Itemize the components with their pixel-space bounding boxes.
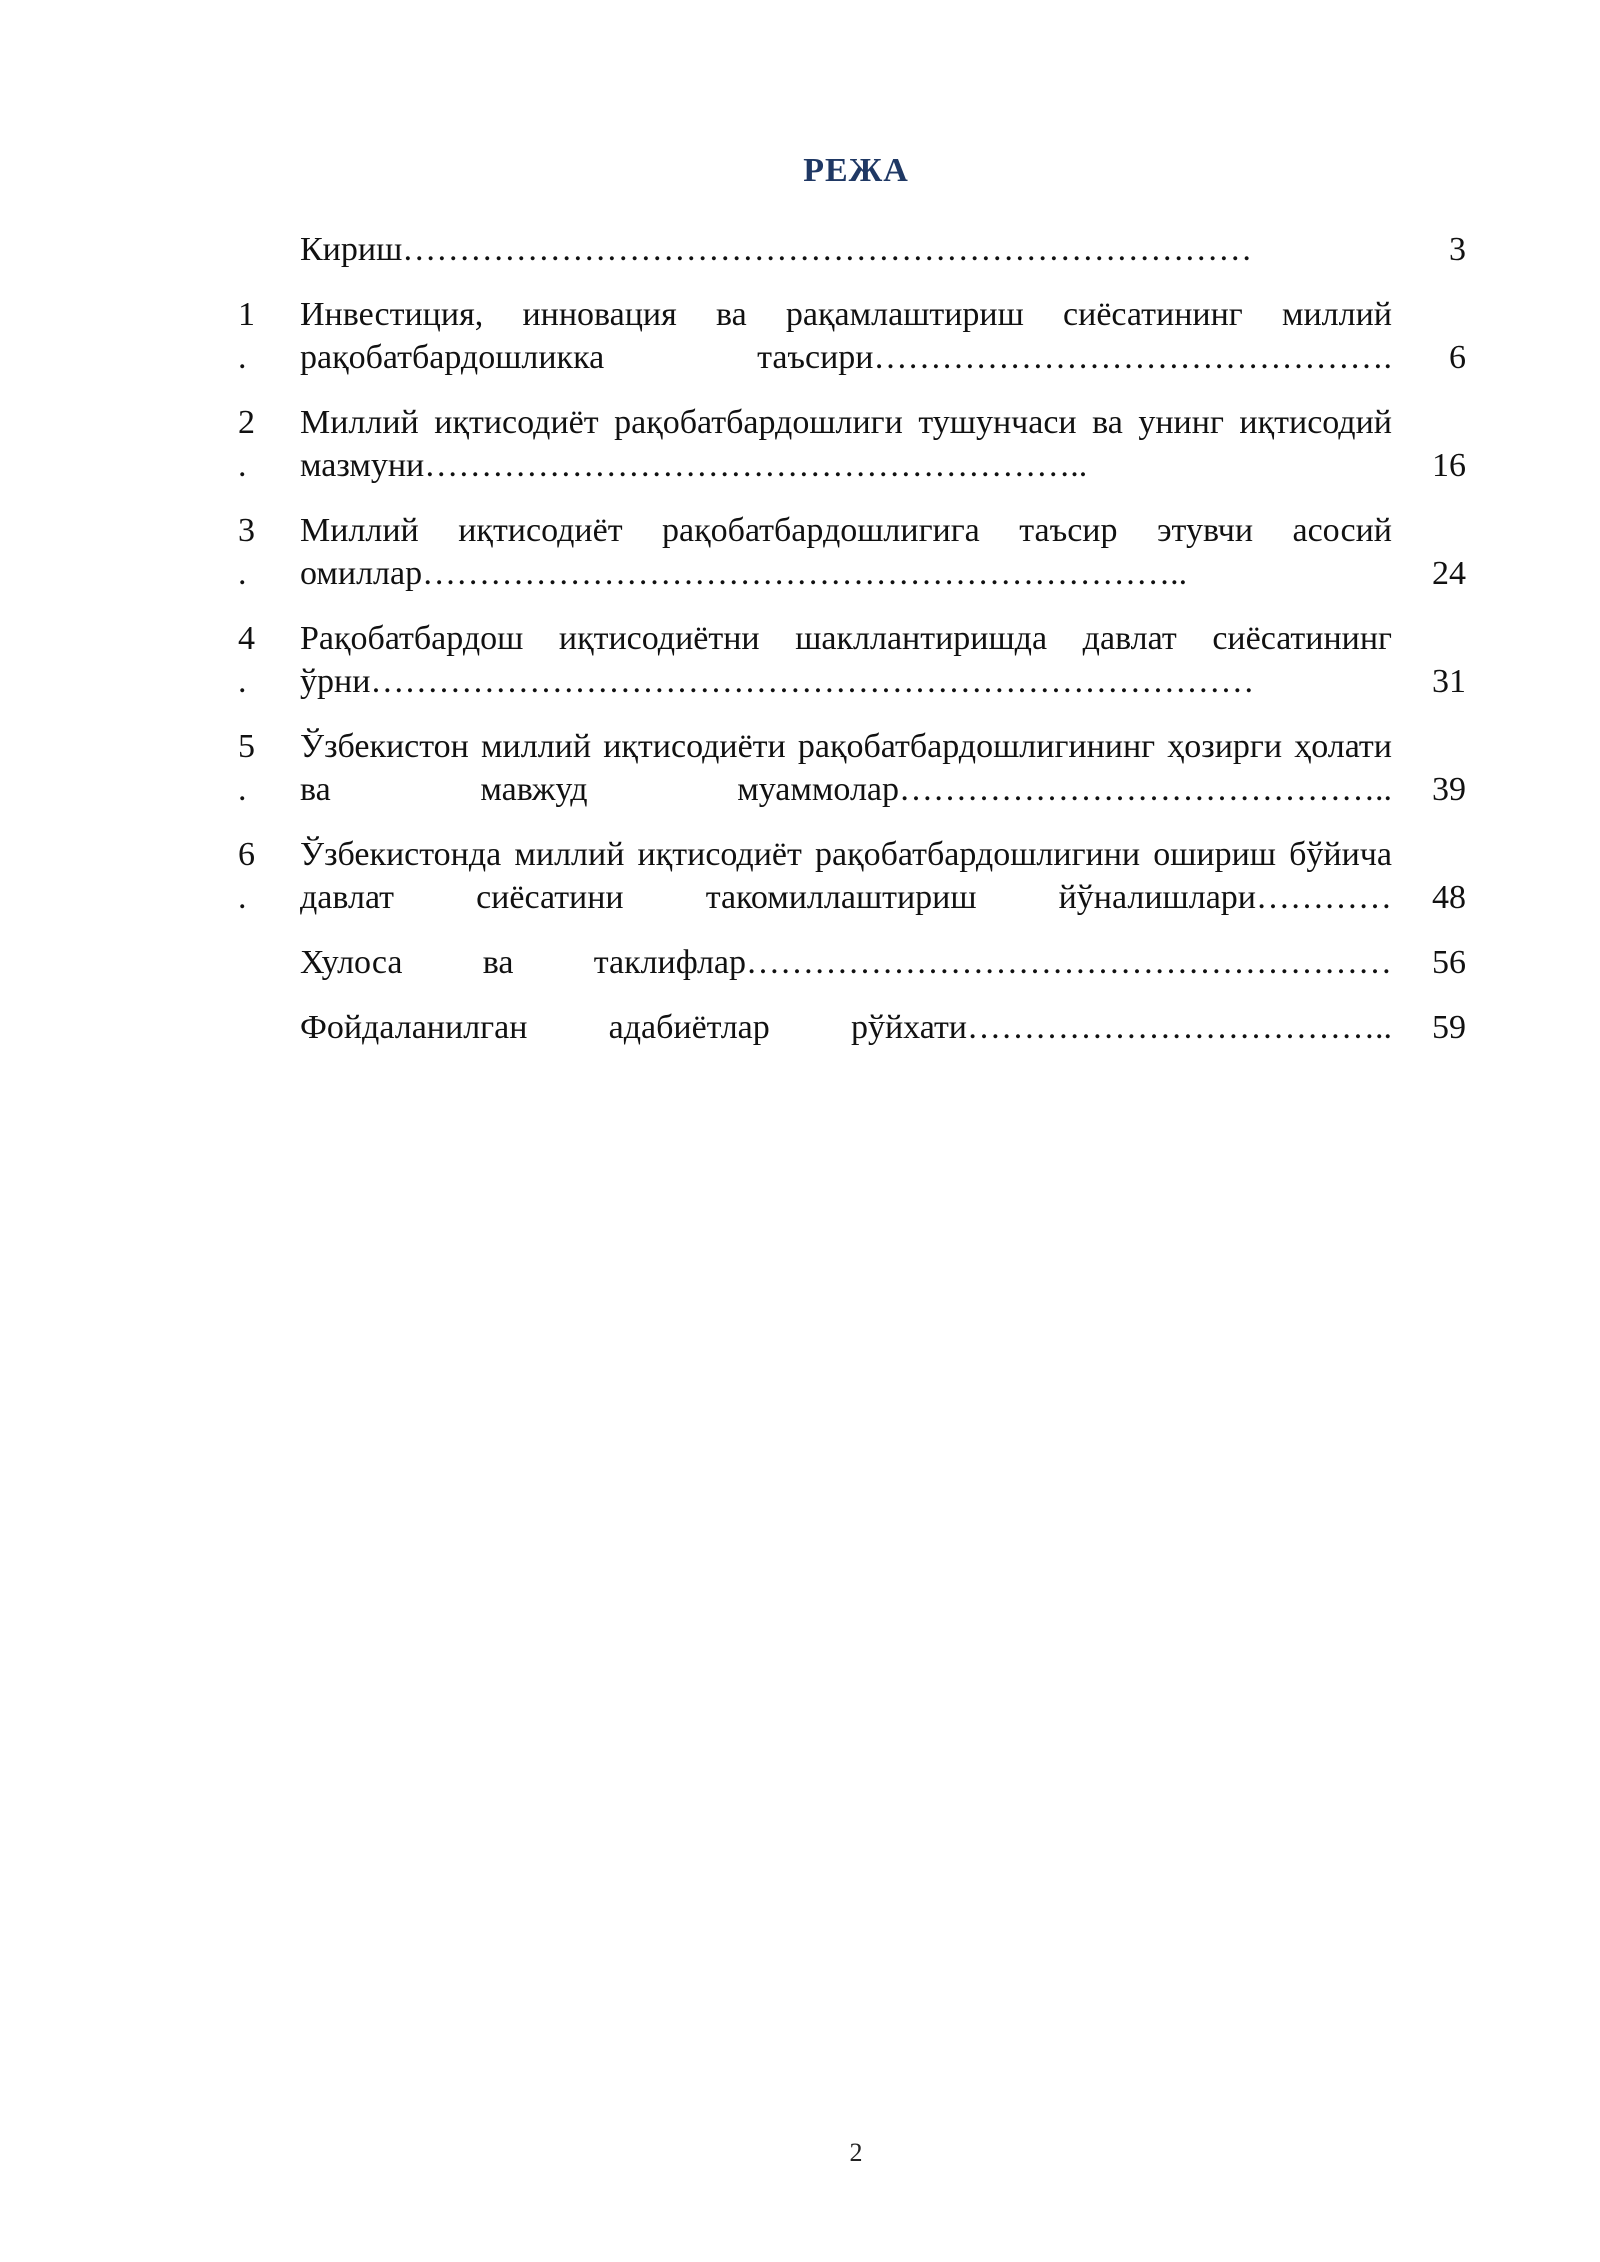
toc-number: 4 .	[238, 620, 255, 700]
toc-page-number: 3	[1449, 231, 1466, 268]
toc-title: Миллий иқтисодиёт рақобатбардошлиги тушунчаси ва унинг иқтисодий мазмуни…………………………………………………..	[300, 404, 1392, 484]
toc-row	[238, 1006, 1478, 1049]
toc-title: Миллий иқтисодиёт рақобатбардошлигига таъсир этувчи асосий омиллар…………………………………………………………..	[300, 512, 1392, 592]
toc-number: 2 .	[238, 404, 255, 484]
toc-row	[238, 617, 1478, 703]
toc-number: 1 .	[238, 296, 255, 376]
footer-page-number: 2	[849, 2138, 863, 2167]
toc-page-number: 24	[1432, 555, 1466, 592]
toc-number: 5 .	[238, 728, 255, 808]
toc-title: Рақобатбардош иқтисодиётни шакллантиришда давлат сиёсатининг ўрни……………………………………………………………………	[300, 620, 1392, 700]
toc-page-number: 48	[1432, 879, 1466, 916]
toc-title: Инвестиция, инновация ва рақамлаштириш сиёсатининг миллий рақобатбардошликка таъсири……………………………………….	[300, 296, 1392, 376]
toc-row	[238, 293, 1478, 379]
toc-row	[238, 401, 1478, 487]
toc-page-number: 31	[1432, 663, 1466, 700]
toc-title: Фойдаланилган адабиётлар рўйхати………………………………..	[300, 1009, 1392, 1046]
toc-row	[238, 941, 1478, 984]
toc-row	[238, 509, 1478, 595]
page-title: РЕЖА	[803, 152, 909, 189]
toc-row	[238, 725, 1478, 811]
toc-page-number: 6	[1449, 339, 1466, 376]
toc-row	[238, 228, 1478, 271]
toc-page-number: 56	[1432, 944, 1466, 981]
toc-number: 3 .	[238, 512, 255, 592]
toc-page-number: 16	[1432, 447, 1466, 484]
toc-title: Кириш…………………………………………………………………	[300, 231, 1253, 268]
toc-title: Ўзбекистонда миллий иқтисодиёт рақобатбардошлигини ошириш бўйича давлат сиёсатини такомиллаштириш йўналишлари…………	[300, 836, 1392, 916]
toc-page-number: 59	[1432, 1009, 1466, 1046]
toc-number: 6 .	[238, 836, 255, 916]
toc-title: Хулоса ва таклифлар…………………………………………………	[300, 944, 1392, 981]
toc-row	[238, 833, 1478, 919]
toc-title: Ўзбекистон миллий иқтисодиёти рақобатбардошлигининг ҳозирги ҳолати ва мавжуд муаммолар……………………………………..	[300, 728, 1392, 808]
table-of-contents	[238, 228, 1478, 1071]
toc-page-number: 39	[1432, 771, 1466, 808]
